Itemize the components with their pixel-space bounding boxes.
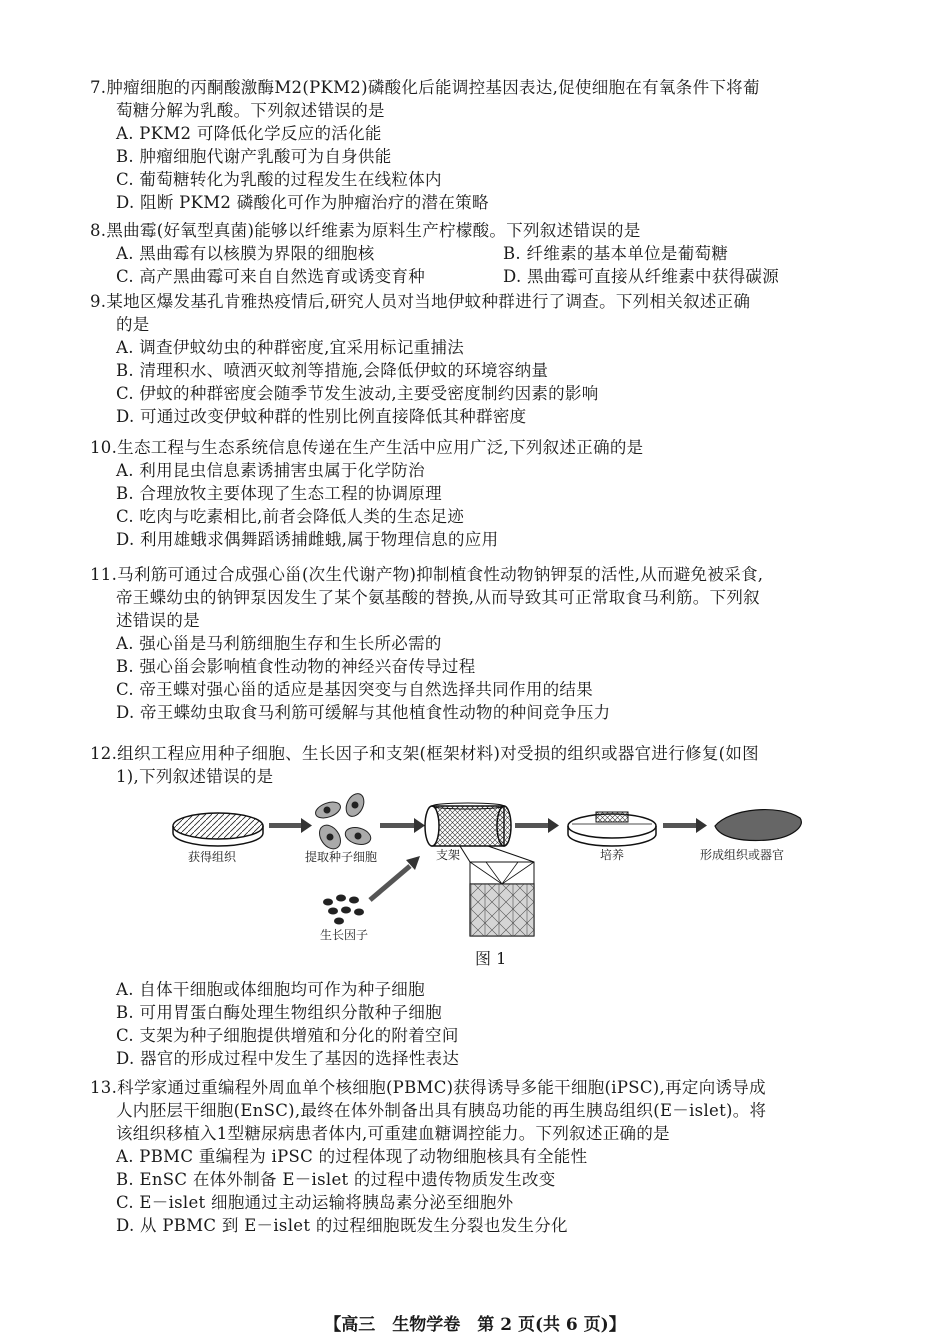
question-stem-line: 述错误的是 [116,611,200,630]
arrow-icon [515,818,559,833]
question-stem-line: 9.某地区爆发基孔肯雅热疫情后,研究人员对当地伊蚊种群进行了调查。下列相关叙述正确 [90,292,751,311]
option-d: D. 利用雄蛾求偶舞蹈诱捕雌蛾,属于物理信息的应用 [116,530,499,549]
option-a: A. 调查伊蚊幼虫的种群密度,宜采用标记重捕法 [116,338,465,357]
option-c: C. 吃肉与吃素相比,前者会降低人类的生态足迹 [116,507,465,526]
option-b: B. 合理放牧主要体现了生态工程的协调原理 [116,484,442,503]
question-9 [90,290,890,428]
figure-caption: 图 1 [475,949,507,968]
option-d: D. 可通过改变伊蚊种群的性别比例直接降低其种群密度 [116,407,527,426]
question-stem-line: 10.生态工程与生态系统信息传递在生产生活中应用广泛,下列叙述正确的是 [90,438,644,457]
option-b: B. 可用胃蛋白酶处理生物组织分散种子细胞 [116,1003,442,1022]
tissue-engineering-diagram [170,790,810,940]
option-c: C. 伊蚊的种群密度会随季节发生波动,主要受密度制约因素的影响 [116,384,599,403]
question-7 [90,76,890,214]
option-c: C. 帝王蝶对强心甾的适应是基因突变与自然选择共同作用的结果 [116,680,594,699]
option-c: C. 高产黑曲霉可来自自然选育或诱变育种 [116,267,426,286]
figure-label: 生长因子 [320,928,369,942]
option-d: D. 从 PBMC 到 E－islet 的过程细胞既发生分裂也发生分化 [116,1216,568,1235]
figure-label: 获得组织 [188,850,237,864]
option-a: A. 黑曲霉有以核膜为界限的细胞核 [116,244,375,263]
question-12-options [90,978,890,1070]
question-stem-line: 13.科学家通过重编程外周血单个核细胞(PBMC)获得诱导多能干细胞(iPSC),再定向诱导成 [90,1078,766,1097]
growth-factor-icon [323,895,364,925]
page-footer: 【高三 生物学卷 第 2 页(共 6 页)】 [324,1315,626,1335]
option-b: B. 肿瘤细胞代谢产乳酸可为自身供能 [116,147,392,166]
option-c: C. E－islet 细胞通过主动运输将胰岛素分泌至细胞外 [116,1193,514,1212]
question-stem-line: 帝王蝶幼虫的钠钾泵因发生了某个氨基酸的替换,从而导致其可正常取食马利筋。下列叙 [116,588,760,607]
question-stem-line: 1),下列叙述错误的是 [116,767,274,786]
question-stem-line: 12.组织工程应用种子细胞、生长因子和支架(框架材料)对受损的组织或器官进行修复(如图 [90,744,759,763]
scaffold-detail-icon [470,862,534,936]
scaffold-icon [425,803,511,846]
question-stem-line: 7.肿瘤细胞的丙酮酸激酶M2(PKM2)磷酸化后能调控基因表达,促使细胞在有氧条件下将葡 [90,78,760,97]
question-stem-line: 8.黑曲霉(好氧型真菌)能够以纤维素为原料生产柠檬酸。下列叙述错误的是 [90,221,641,240]
option-d: D. 帝王蝶幼虫取食马利筋可缓解与其他植食性动物的种间竞争压力 [116,703,611,722]
option-d: D. 器官的形成过程中发生了基因的选择性表达 [116,1049,460,1068]
option-d: D. 阻断 PKM2 磷酸化可作为肿瘤治疗的潜在策略 [116,193,489,212]
option-b: B. EnSC 在体外制备 E－islet 的过程中遗传物质发生改变 [116,1170,556,1189]
question-stem-line: 人内胚层干细胞(EnSC),最终在体外制备出具有胰岛功能的再生胰岛组织(E－islet)。将 [116,1101,767,1120]
option-c: C. 支架为种子细胞提供增殖和分化的附着空间 [116,1026,459,1045]
question-12-stem [90,742,890,788]
question-stem-line: 萄糖分解为乳酸。下列叙述错误的是 [116,101,385,120]
organ-icon [715,810,801,841]
figure-label: 培养 [600,848,625,862]
culture-dish-icon [568,812,656,846]
option-b: B. 强心甾会影响植食性动物的神经兴奋传导过程 [116,657,476,676]
figure-label: 形成组织或器官 [700,848,785,862]
tissue-dish-icon [173,813,263,846]
question-8 [90,219,890,288]
question-11 [90,563,890,724]
option-c: C. 葡萄糖转化为乳酸的过程发生在线粒体内 [116,170,442,189]
arrow-icon [663,818,707,833]
question-10 [90,436,890,551]
arrow-icon [380,818,425,833]
option-a: A. 自体干细胞或体细胞均可作为种子细胞 [116,980,425,999]
arrow-icon [269,818,312,833]
figure-label: 提取种子细胞 [305,850,378,864]
option-a: A. PKM2 可降低化学反应的活化能 [116,124,382,143]
question-13 [90,1076,890,1237]
option-d: D. 黑曲霉可直接从纤维素中获得碳源 [503,267,780,286]
option-a: A. 利用昆虫信息素诱捕害虫属于化学防治 [116,461,425,480]
option-b: B. 纤维素的基本单位是葡萄糖 [503,244,729,263]
option-a: A. 强心甾是马利筋细胞生存和生长所必需的 [116,634,442,653]
option-a: A. PBMC 重编程为 iPSC 的过程体现了动物细胞核具有全能性 [116,1147,588,1166]
question-stem-line: 该组织移植入1型糖尿病患者体内,可重建血糖调控能力。下列叙述正确的是 [116,1124,670,1143]
option-b: B. 清理积水、喷洒灭蚊剂等措施,会降低伊蚊的环境容纳量 [116,361,549,380]
question-stem-line: 11.马利筋可通过合成强心甾(次生代谢产物)抑制植食性动物钠钾泵的活性,从而避免被采食, [90,565,764,584]
seed-cells-icon [313,791,372,853]
figure-label: 支架 [436,848,461,862]
question-stem-line: 的是 [116,315,150,334]
arrow-icon [370,856,420,900]
